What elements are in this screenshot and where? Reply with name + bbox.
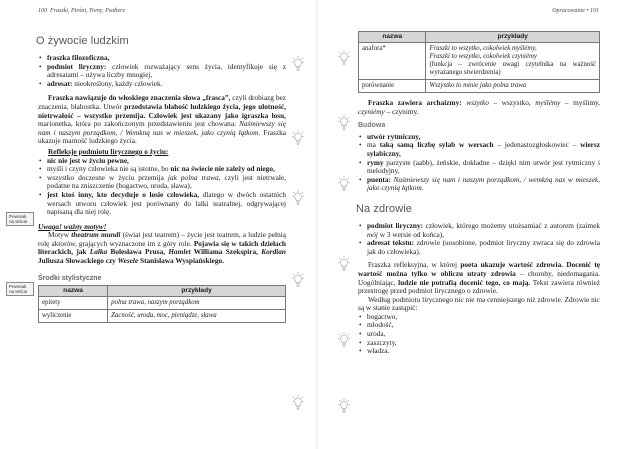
list-item: • adresat tekstu: zdrowie (uosobione, podmiot liryczny zwraca się do zdrowia jak do człowieka). xyxy=(367,239,600,256)
right-page xyxy=(318,0,635,449)
table-row: anafora* Fraszki to wszytko, cokolwiek myślémy, Fraszki to wszytko, cokolwiek czyniémy (funkcja – zwrócenie uwagi czytelnika na ważność wyrażanego stwierdzenia) xyxy=(359,43,600,80)
left-page-number: 100 xyxy=(38,8,47,14)
reflections-heading: Refleksje podmiotu lirycznego o życiu: xyxy=(48,146,169,156)
left-running-header xyxy=(38,8,125,14)
stylistic-means-table xyxy=(38,285,286,323)
list-item: • nic nie jest w życiu pewne, xyxy=(47,157,286,166)
lightbulb-icon xyxy=(338,50,350,66)
left-running-title: Fraszki, Pieśni, Treny, Psałterz xyxy=(50,8,125,14)
paragraph-health-value: Fraszka refleksyjna, w której poeta ukazuje wartość zdrowia. Docenić tę wartość można tylko w obliczu utraty zdrowia – choroby, niedomagania. Uogólniając, ludzie nie potrafią docenić tego, co mają. Tekst zawiera również przestrogę przed podmiot lirycznego o zdrowie. xyxy=(358,260,600,296)
list-item: • władza. xyxy=(367,347,600,356)
list-item: • rymy parzyste (aabb), żeńskie, dokładne – dzięki nim utwór jest rytmiczny i melodyjny, xyxy=(367,159,600,176)
table-header-row xyxy=(359,32,600,43)
list-item: • adresat: nieokreślony, każdy człowiek. xyxy=(47,80,286,89)
lightbulb-icon xyxy=(338,176,350,192)
left-column xyxy=(38,31,286,323)
list-item: • wszystko doczesne w życiu przemija jak polna trawa, czyli jest nietrwałe, podatne na zniszczenie (bogactwo, uroda, sława), xyxy=(47,174,286,191)
structure-title: Budowa xyxy=(358,122,386,130)
table-header-name: nazwa xyxy=(39,286,108,297)
lightbulb-icon xyxy=(338,398,350,414)
list-item: • podmiot liryczny: człowiek, którego możemy utożsamiać z autorem (zaimek mój w 3 wersie od końca), xyxy=(367,222,600,239)
list-item: • ma taką samą liczbę sylab w wersach – jedenastozgłoskowiec – wiersz sylabiczny, xyxy=(367,141,600,158)
paragraph-archaisms: Fraszka zawiera archaizmy: wszytko – wszystko, myślémy – myślimy, czyniémy – czynimy. xyxy=(358,98,601,116)
table-row: wyliczenie Zacność, uroda, moc, pieniądze, sława xyxy=(39,310,286,323)
list-item: • podmiot liryczny: człowiek rozważający sens życia, identyfikuje się z adresatami – używa liczby mnogiej, xyxy=(47,63,286,80)
reflections-list xyxy=(38,157,286,217)
section-title-o-zywocie: O żywocie ludzkim xyxy=(36,35,129,47)
list-item: • fraszka filozoficzna, xyxy=(47,54,286,63)
list-item: • bogactwo, xyxy=(367,313,600,322)
list-item: • myśli i czyny człowieka nie są istotne, bo nic na świecie nie zależy od niego, xyxy=(47,165,286,174)
right-page-number: 101 xyxy=(590,8,599,14)
table-header-examples: przykłady xyxy=(108,286,286,297)
values-list xyxy=(358,313,600,356)
characteristics-list xyxy=(38,54,286,88)
table-header-name: nazwa xyxy=(359,32,426,43)
table-row: porównanie Wszystko to minie jako polna trawa xyxy=(359,80,600,93)
paragraph-frasca: Fraszka nawiązuje do włoskiego znaczenia słowa „frasca”, czyli drobiazg bez znaczenia, błahostka. Utwór przedstawia błahość ludzkiego życia, jego ulotność, nietrwałość – wszystko przemija. Człowiek jest ukazany jako igraszka losu, marionetka, która po zakończonym przedstawieniu jest chowana: Naśmiewszy się nam i naszym porządkom, / Wemkną nas w mieszek, jako czynią łątkom. Fraszka ukazuje marność ludzkiego życia. xyxy=(38,93,286,146)
lightbulb-icon xyxy=(338,256,350,272)
list-item: • uroda, xyxy=(367,330,600,339)
important-motif-warning: Uwaga! ważny motyw! xyxy=(38,221,107,231)
list-item: • puenta: Naśmiewszy się nam i naszym porządkom, / wemkną nas w mieszek, jako czynią łątkom. xyxy=(367,176,600,193)
margin-note-test: Pewniak na teście xyxy=(6,212,34,226)
lightbulb-icon xyxy=(292,190,304,206)
stylistic-means-table-continued xyxy=(358,31,600,93)
paragraph-theatrum-mundi: Motyw theatrum mundi (świat jest teatrem) – życie jest teatrem, a ludzie pełnią rolę aktorów, grających wyznaczone im z góry role. Pojawia się w takich dziełach literackich, jak Lalka Bolesława Prusa, Hamlet Williama Szekspira, Kordian Juliusza Słowackiego czy Wesele Stanisława Wyspiańskiego. xyxy=(38,230,286,266)
right-column xyxy=(358,31,600,356)
lightbulb-icon xyxy=(292,130,304,146)
table-row: epitety polna trawa, naszym porządkom xyxy=(39,297,286,310)
right-running-title: Opracowanie xyxy=(552,8,585,14)
lightbulb-icon xyxy=(338,115,350,131)
lightbulb-icon xyxy=(338,332,350,348)
list-item: • zaszczyty, xyxy=(367,339,600,348)
structure-list xyxy=(358,133,600,193)
table-header-row xyxy=(39,286,286,297)
stylistic-means-title: Środki stylistyczne xyxy=(38,274,102,282)
lightbulb-icon xyxy=(292,56,304,72)
list-item: • młodość, xyxy=(367,321,600,330)
paragraph-health-priceless: Według podmiotu lirycznego nic nie ma cenniejszego niż zdrowie. Zdrowie nic są w stanie zastąpić: xyxy=(358,294,600,313)
left-page xyxy=(0,0,316,449)
list-item: • jest ktoś inny, kto decyduje o losie człowieka, dlatego w dwóch ostatnich wersach utworu człowiek jest porównany do lalki teatralnej, odgrywającej napisaną dla niej rolę. xyxy=(47,191,286,217)
list-item: • utwór rytmiczny, xyxy=(367,133,600,142)
right-running-header: Opracowanie • 101 xyxy=(552,8,599,14)
characteristics-list xyxy=(358,222,600,256)
lightbulb-icon xyxy=(292,272,304,288)
table-header-examples: przykłady xyxy=(426,32,600,43)
section-title-na-zdrowie: Na zdrowie xyxy=(356,202,413,215)
lightbulb-icon xyxy=(292,395,304,411)
margin-note-test: Pewniak na teście xyxy=(6,282,34,296)
